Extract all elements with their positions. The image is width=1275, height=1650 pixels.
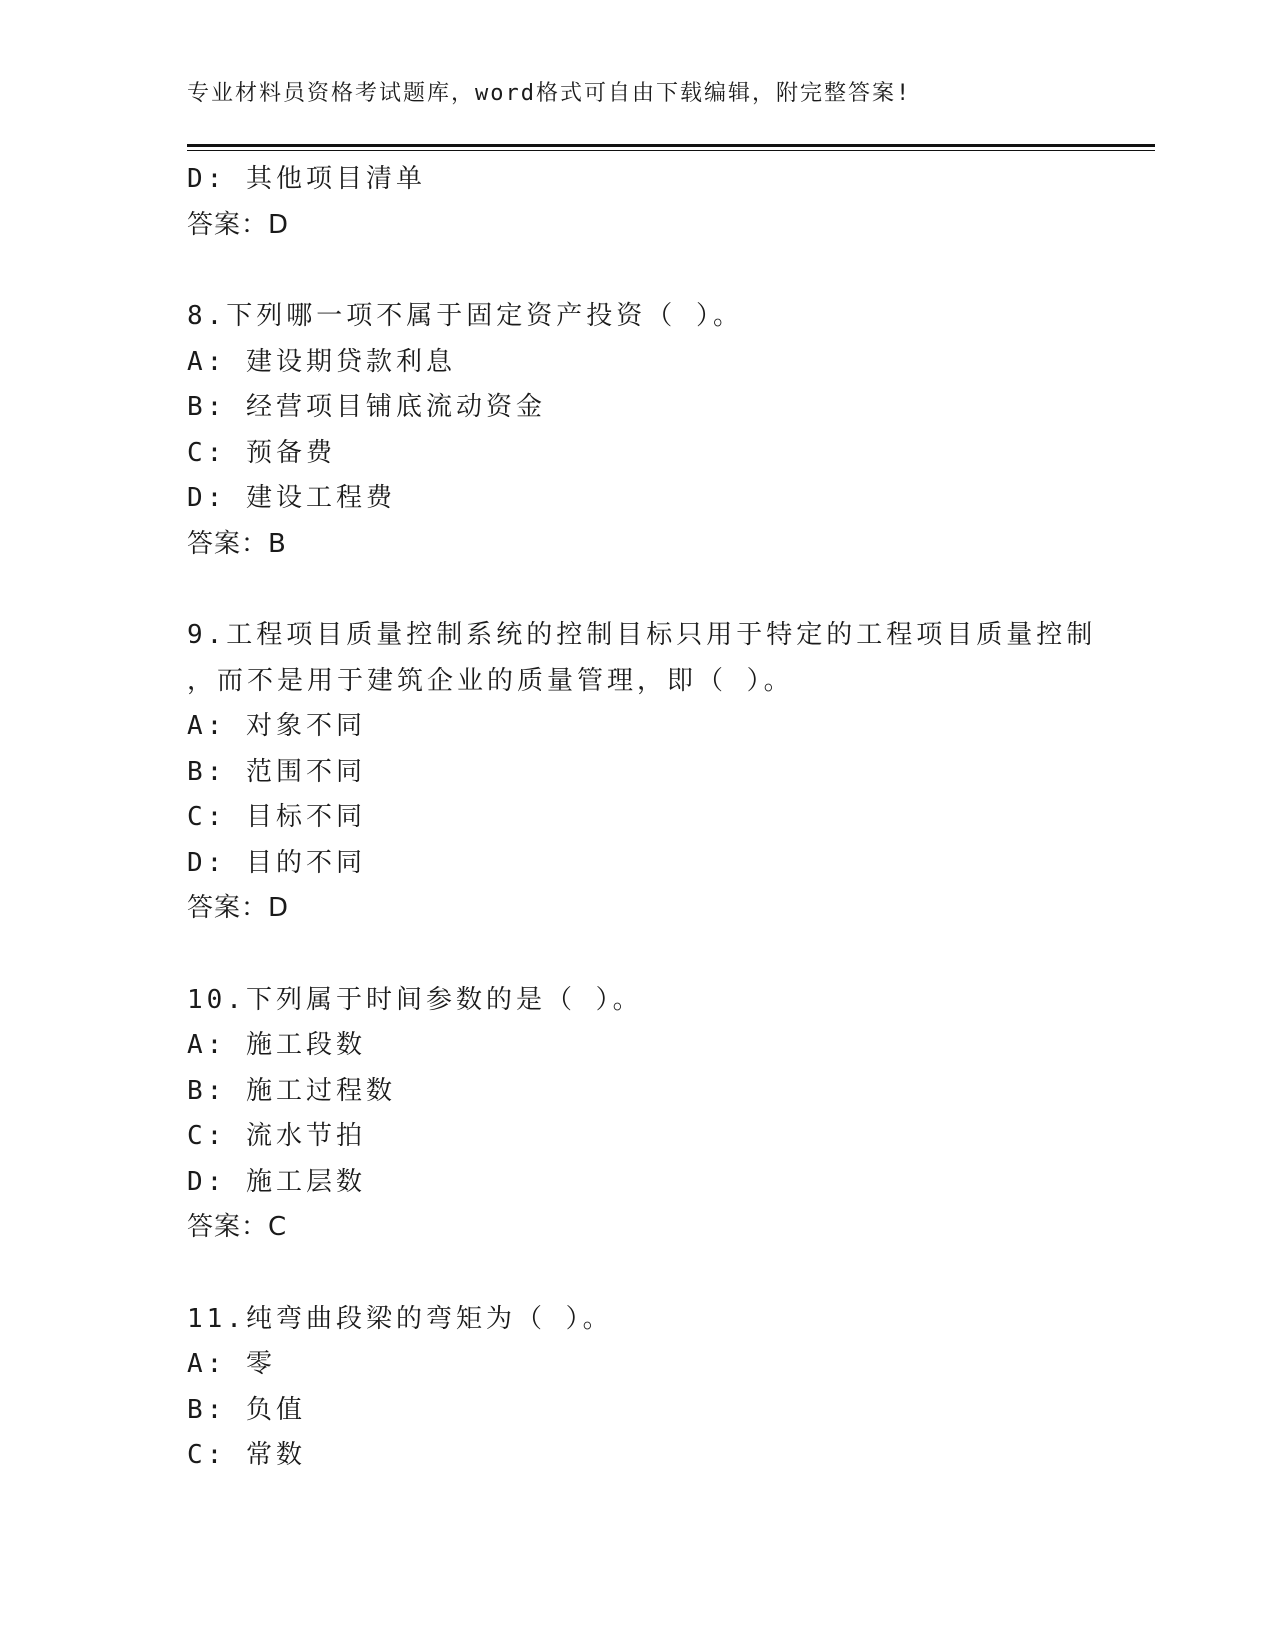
spacer [187,567,1087,613]
option-b: B: 施工过程数 [187,1075,396,1106]
question-block [187,1297,1087,1479]
option-a: A: 建设期贷款利息 [187,346,456,377]
header-rule-thin [187,150,1155,151]
option-b: B: 范围不同 [187,756,366,787]
question-block [187,613,1097,932]
answer: 答案：D [187,893,290,923]
option-d: D: 建设工程费 [187,483,396,513]
question-stem: 8.下列哪一项不属于固定资产投资（ ）。 [187,301,743,331]
question-stem-continued: ，而不是用于建筑企业的质量管理，即（ ）。 [187,665,794,696]
page-header: 专业材料员资格考试题库，word格式可自由下载编辑，附完整答案! [187,81,912,106]
spacer [187,248,1087,294]
question-stem: 10.下列属于时间参数的是（ ）。 [187,984,643,1015]
question-stem: 9.工程项目质量控制系统的控制目标只用于特定的工程项目质量控制 [187,620,1097,650]
question-block [187,978,1087,1251]
option-d: D: 目的不同 [187,847,366,878]
spacer [187,1251,1087,1297]
option-a: A: 零 [187,1349,276,1379]
question-content [187,157,1097,1479]
option-d: D: 其他项目清单 [187,164,426,194]
option-a: A: 施工段数 [187,1030,366,1060]
option-d: D: 施工层数 [187,1166,366,1197]
header-rule-thick [187,144,1155,147]
option-a: A: 对象不同 [187,711,366,741]
question-block [187,294,1087,567]
question-stem: 11.纯弯曲段梁的弯矩为（ ）。 [187,1303,613,1334]
spacer [187,932,1087,978]
answer: 答案：B [187,528,287,559]
option-b: B: 负值 [187,1394,306,1425]
option-c: C: 目标不同 [187,802,366,832]
answer: 答案：C [187,1212,288,1242]
answer: 答案：D [187,209,290,240]
option-c: C: 流水节拍 [187,1121,366,1151]
option-c: C: 预备费 [187,437,336,468]
option-b: B: 经营项目铺底流动资金 [187,392,546,422]
option-c: C: 常数 [187,1440,306,1470]
